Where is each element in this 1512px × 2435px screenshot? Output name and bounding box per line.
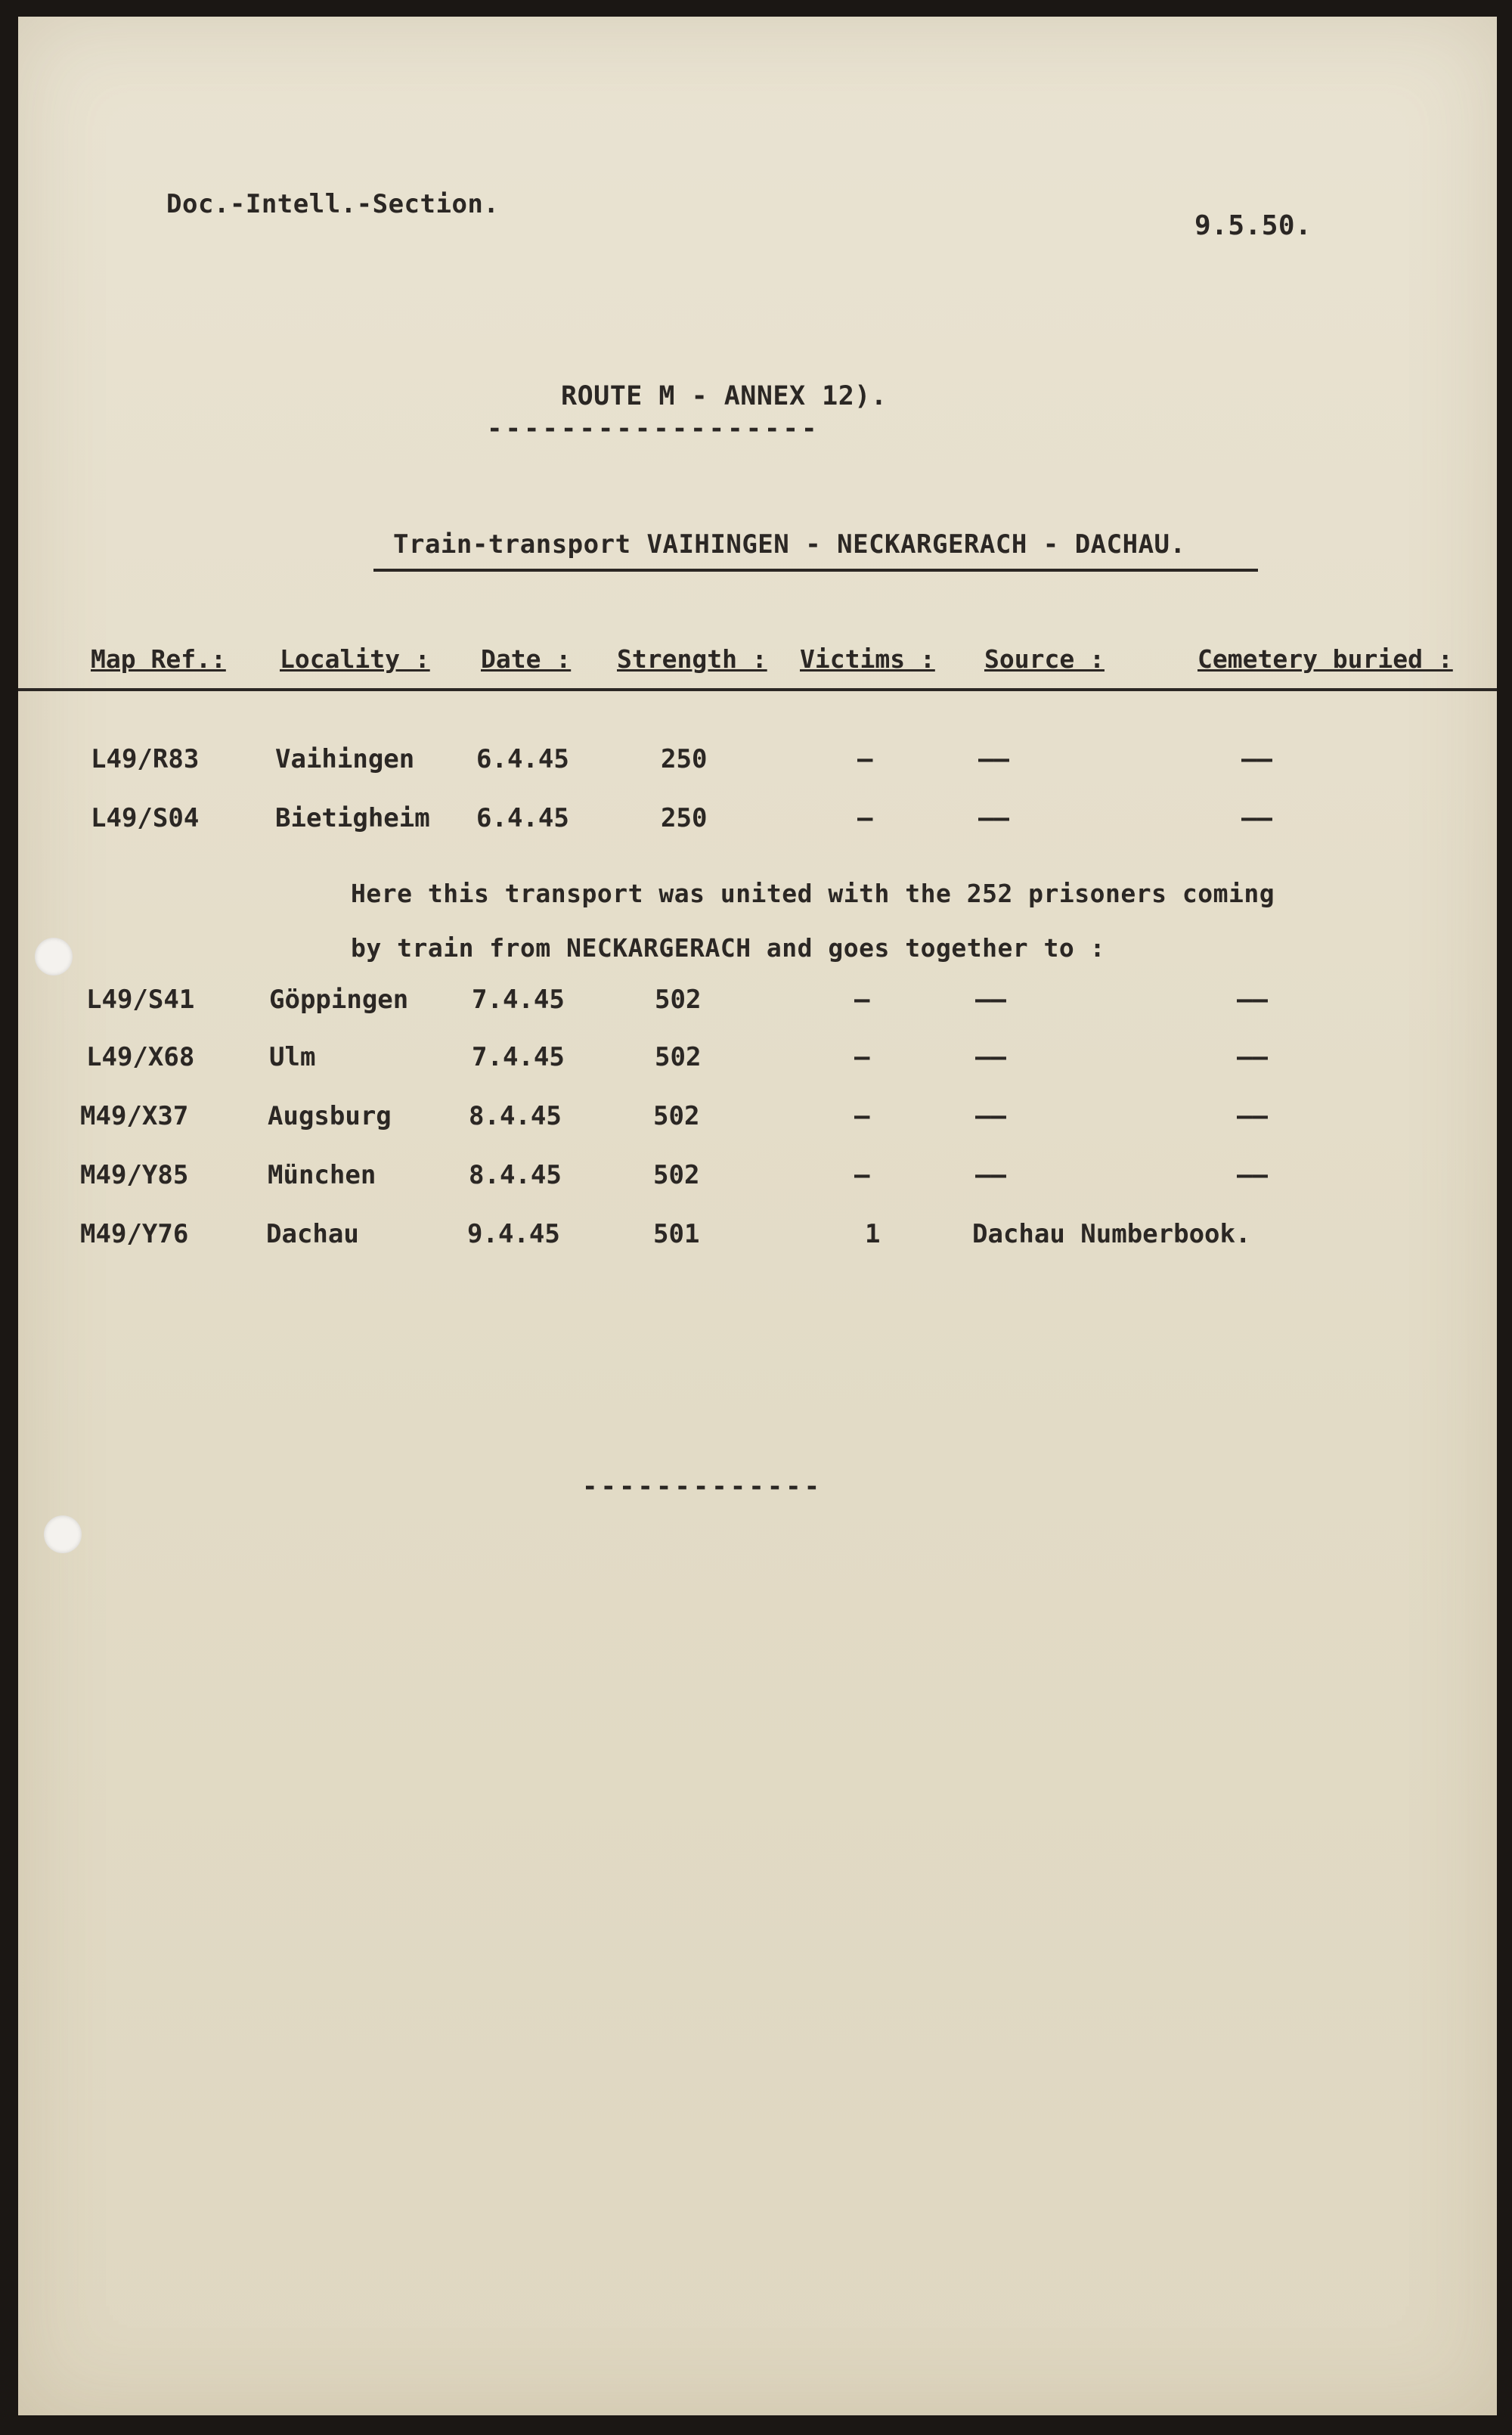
cell-locality: München [268,1160,376,1190]
cell-strength: 502 [653,1101,700,1131]
cell-cemetery: —— [1237,985,1268,1015]
note-line-2: by train from NECKARGERACH and goes together to : [351,933,1106,963]
cell-victims: — [857,803,873,833]
cell-date: 6.4.45 [476,744,569,774]
cell-cemetery: —— [1237,1101,1268,1131]
cell-strength: 502 [655,1042,702,1072]
document-date: 9.5.50. [1194,210,1312,241]
cell-source: —— [978,744,1009,774]
header-source: Source : [984,644,1105,674]
cell-cemetery: —— [1237,1042,1268,1072]
note-line-1: Here this transport was united with the 252 prisoners coming [351,879,1275,908]
header-rule [18,688,1497,691]
header-date: Date : [481,644,572,674]
title-underline: ------------------ [487,414,820,444]
closing-rule: ------------- [582,1472,823,1502]
cell-map-ref: M49/X37 [80,1101,189,1131]
table-row [18,1042,1497,1087]
cell-date: 7.4.45 [472,985,565,1015]
header-map-ref: Map Ref.: [91,644,226,674]
cell-source: —— [975,985,1006,1015]
cell-cemetery: —— [1237,1160,1268,1190]
cell-source: —— [975,1042,1006,1072]
cell-date: 6.4.45 [476,803,569,833]
cell-locality: Vaihingen [275,744,415,774]
cell-map-ref: L49/S41 [86,985,195,1015]
cell-locality: Göppingen [269,985,409,1015]
cell-victims: — [854,1101,870,1131]
table-row [18,1101,1497,1146]
punch-hole-top [35,938,73,976]
cell-locality: Bietigheim [275,803,430,833]
cell-victims: — [854,1160,870,1190]
table-row [18,985,1497,1030]
cell-victims: — [854,1042,870,1072]
cell-source: —— [978,803,1009,833]
cell-date: 7.4.45 [472,1042,565,1072]
cell-victims: 1 [865,1219,881,1249]
cell-strength: 502 [655,985,702,1015]
cell-map-ref: L49/X68 [86,1042,195,1072]
table-row [18,803,1497,848]
cell-strength: 250 [661,803,708,833]
table-row [18,744,1497,789]
document-sheet [18,17,1497,2415]
cell-date: 8.4.45 [469,1101,562,1131]
table-header [18,644,1497,690]
header-locality: Locality : [280,644,430,674]
cell-strength: 250 [661,744,708,774]
cell-cemetery: —— [1241,803,1272,833]
table-row [18,1160,1497,1205]
cell-map-ref: L49/S04 [91,803,200,833]
header-strength: Strength : [617,644,767,674]
document-title: ROUTE M - ANNEX 12). [561,381,888,411]
cell-victims: — [857,744,873,774]
cell-map-ref: M49/Y85 [80,1160,189,1190]
cell-locality: Augsburg [268,1101,392,1131]
cell-locality: Ulm [269,1042,316,1072]
subtitle-underline [373,569,1258,572]
cell-source: Dachau Numberbook. [972,1219,1251,1249]
header-victims: Victims : [800,644,935,674]
cell-source: —— [975,1160,1006,1190]
cell-source: —— [975,1101,1006,1131]
cell-cemetery: —— [1241,744,1272,774]
cell-date: 8.4.45 [469,1160,562,1190]
punch-hole-bottom [44,1515,82,1553]
cell-strength: 501 [653,1219,700,1249]
document-subtitle: Train-transport VAIHINGEN - NECKARGERACH - DACHAU. [393,529,1186,560]
cell-victims: — [854,985,870,1015]
section-label: Doc.-Intell.-Section. [166,189,500,219]
cell-map-ref: M49/Y76 [80,1219,189,1249]
table-row [18,1219,1497,1264]
header-cemetery: Cemetery buried : [1198,644,1453,674]
cell-date: 9.4.45 [467,1219,560,1249]
cell-strength: 502 [653,1160,700,1190]
cell-map-ref: L49/R83 [91,744,200,774]
cell-locality: Dachau [266,1219,359,1249]
